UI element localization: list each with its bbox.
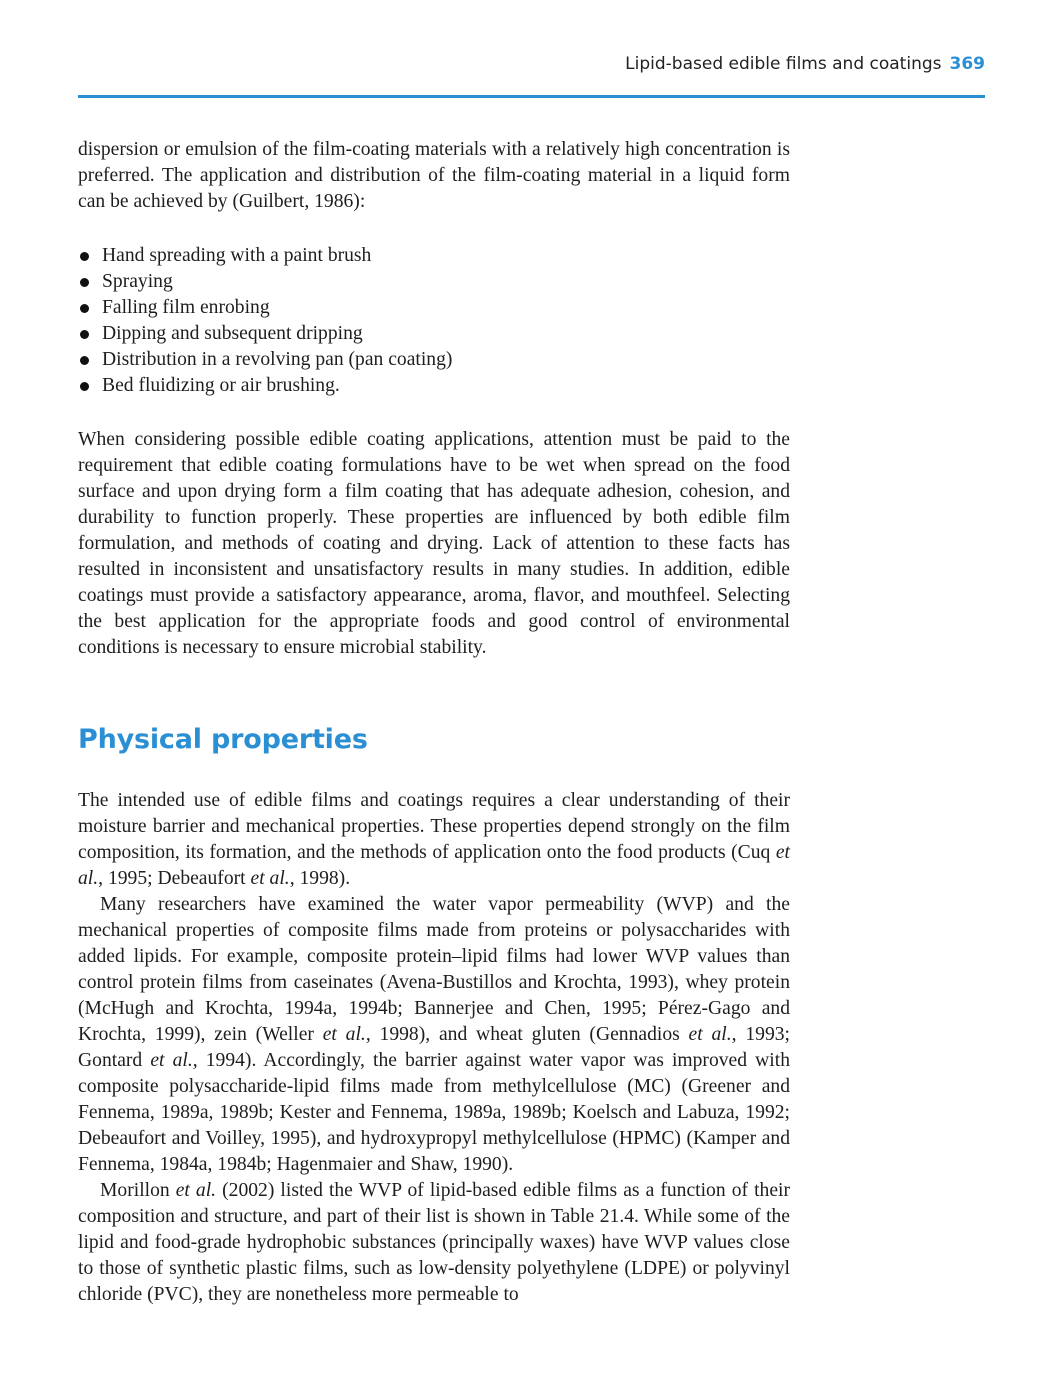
- text-run: , 1995; Debeaufort: [98, 868, 251, 889]
- text-run: , 1998).: [289, 868, 351, 889]
- intro-paragraph: dispersion or emulsion of the film-coating materials with a relatively high concentration is preferred. The application and distribution of the film-coating material in a liquid form can be achieved by (Guilbert, 1986):: [78, 139, 790, 212]
- header-rule: [78, 95, 985, 98]
- bullet-icon: [80, 356, 89, 365]
- citation-etal: et al.: [150, 1050, 193, 1071]
- text-run: , 1998), and wheat gluten (Gennadios: [365, 1024, 689, 1045]
- list-item-text: Spraying: [102, 271, 173, 292]
- running-head: [560, 54, 985, 74]
- list-item-text: Dipping and subsequent dripping: [102, 323, 363, 344]
- list-item: [78, 347, 452, 373]
- list-item: [78, 269, 452, 295]
- running-title: Lipid-based edible films and coatings: [625, 54, 942, 74]
- section-heading: Physical properties: [78, 724, 368, 755]
- citation-etal: et al.: [322, 1024, 366, 1045]
- list-item: [78, 243, 452, 269]
- list-item-text: Distribution in a revolving pan (pan coating): [102, 349, 453, 370]
- list-item: [78, 321, 452, 347]
- physical-properties-paragraph-3: [78, 1178, 790, 1308]
- list-item-text: Bed fluidizing or air brushing.: [102, 375, 340, 396]
- list-item: [78, 295, 452, 321]
- citation-etal: et al.: [78, 842, 790, 889]
- text-run: Morillon: [100, 1180, 176, 1201]
- text-run: , 1994). Accordingly, the barrier against water vapor was improved with composite polysaccharide-lipid films made from methylcellulose (MC) (Greener and Fennema, 1989a, 1989b; Kester and Fennema, 1989a, 1989b; Koelsch and Labuza, 1992; Debeaufort and Voilley, 1995), and hydroxypropyl methylcellulose (HPMC) (Kamper and Fennema, 1984a, 1984b; Hagenmaier and Shaw, 1990).: [78, 1050, 790, 1175]
- text-run: (2002) listed the WVP of lipid-based edible films as a function of their composition and structure, and part of their list is shown in Table 21.4. While some of the lipid and food-grade hydrophobic substances (principally waxes) have WVP values close to those of synthetic plastic films, such as low-density polyethylene (LDPE) or polyvinyl chloride (PVC), they are nonetheless more permeable to: [78, 1180, 790, 1305]
- list-item-text: Hand spreading with a paint brush: [102, 245, 372, 266]
- bullet-icon: [80, 252, 89, 261]
- application-methods-list: [78, 243, 452, 399]
- citation-etal: et al.: [688, 1024, 732, 1045]
- text-run: , 1993; Gontard: [78, 1024, 790, 1071]
- citation-etal: et al.: [250, 868, 290, 889]
- citation-etal: et al.: [175, 1180, 217, 1201]
- text-run: Many researchers have examined the water vapor permeability (WVP) and the mechanical properties of composite films made from proteins or polysaccharides with added lipids. For example, composite protein–lipid films had lower WVP values than control protein films from caseinates (Avena-Bustillos and Krochta, 1993), whey protein (McHugh and Krochta, 1994a, 1994b; Bannerjee and Chen, 1995; Pérez-Gago and Krochta, 1999), zein (Weller: [78, 894, 790, 1045]
- bullet-icon: [80, 382, 89, 391]
- text-run: The intended use of edible films and coatings requires a clear understanding of their moisture barrier and mechanical properties. These properties depend strongly on the film composition, its formation, and the methods of application onto the food products (Cuq: [78, 790, 790, 863]
- physical-properties-paragraph-2: [78, 892, 790, 1178]
- considerations-paragraph: When considering possible edible coating applications, attention must be paid to the requirement that edible coating formulations have to be wet when spread on the food surface and upon drying form a film coating that has adequate adhesion, cohesion, and durability to function properly. These properties are influenced by both edible film formulation, and methods of coating and drying. Lack of attention to these facts has resulted in inconsistent and unsatisfactory results in many studies. In addition, edible coatings must provide a satisfactory appearance, aroma, flavor, and mouthfeel. Selecting the best application for the appropriate foods and good control of environmental conditions is necessary to ensure microbial stability.: [78, 429, 790, 658]
- list-item: [78, 373, 452, 399]
- page-number: 369: [949, 54, 985, 74]
- list-item-text: Falling film enrobing: [102, 297, 270, 318]
- bullet-icon: [80, 330, 89, 339]
- bullet-icon: [80, 278, 89, 287]
- bullet-icon: [80, 304, 89, 313]
- physical-properties-paragraph-1: [78, 788, 790, 892]
